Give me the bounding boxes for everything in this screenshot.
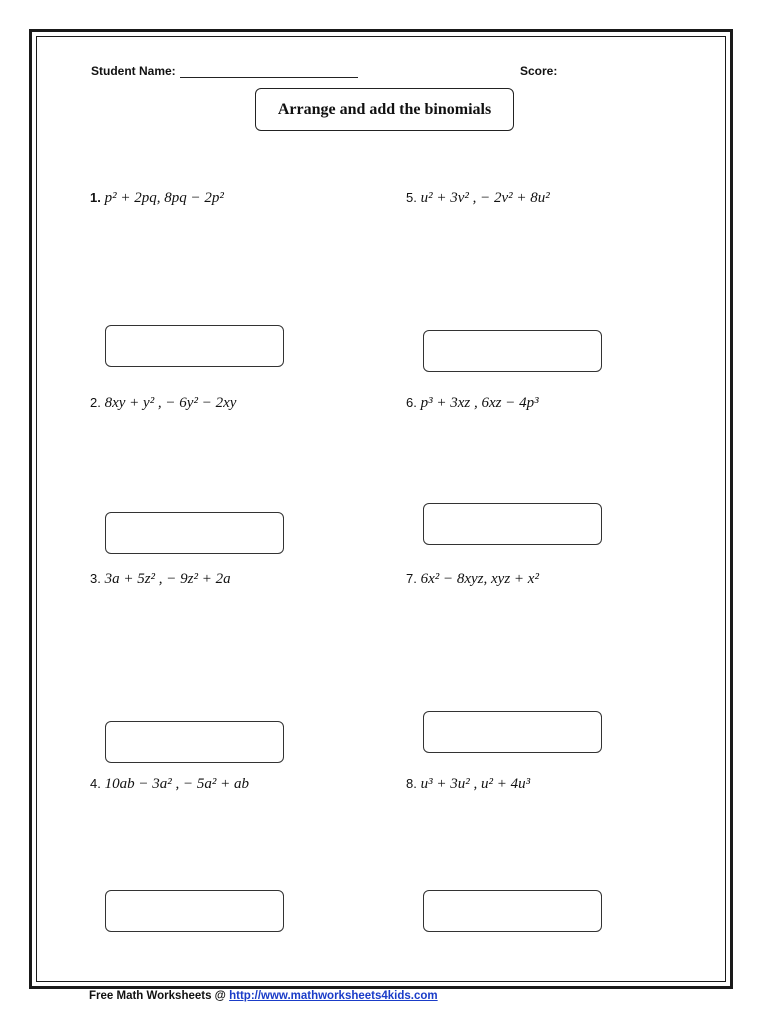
problem-7 bbox=[406, 570, 539, 588]
problem-2 bbox=[90, 394, 236, 412]
problem-expression: 3a + 5z² , − 9z² + 2a bbox=[104, 571, 231, 587]
student-name-label: Student Name: bbox=[91, 64, 176, 78]
problem-expression: u² + 3v² , − 2v² + 8u² bbox=[420, 190, 550, 206]
answer-box-5[interactable] bbox=[423, 330, 602, 372]
title-box bbox=[255, 88, 514, 131]
problem-3 bbox=[90, 570, 231, 588]
problem-expression: 10ab − 3a² , − 5a² + ab bbox=[104, 776, 249, 792]
problem-expression: 8xy + y² , − 6y² − 2xy bbox=[104, 395, 237, 411]
answer-box-6[interactable] bbox=[423, 503, 602, 545]
problem-expression: u³ + 3u² , u² + 4u³ bbox=[420, 776, 531, 792]
problem-number: 6. bbox=[406, 395, 417, 410]
problem-number: 8. bbox=[406, 776, 417, 791]
problem-expression: 6x² − 8xyz, xyz + x² bbox=[420, 571, 539, 587]
answer-box-1[interactable] bbox=[105, 325, 284, 367]
score-label: Score: bbox=[520, 64, 558, 78]
student-name-field[interactable] bbox=[180, 77, 358, 78]
footer bbox=[89, 990, 438, 1002]
footer-prefix: Free Math Worksheets @ bbox=[89, 990, 226, 1002]
answer-box-3[interactable] bbox=[105, 721, 284, 763]
problem-number: 1. bbox=[90, 190, 101, 205]
answer-box-2[interactable] bbox=[105, 512, 284, 554]
problem-8 bbox=[406, 775, 530, 793]
answer-box-4[interactable] bbox=[105, 890, 284, 932]
problem-6 bbox=[406, 394, 539, 412]
footer-link[interactable]: http://www.mathworksheets4kids.com bbox=[229, 990, 438, 1002]
problem-number: 5. bbox=[406, 190, 417, 205]
problem-expression: p³ + 3xz , 6xz − 4p³ bbox=[420, 395, 539, 411]
problem-expression: p² + 2pq, 8pq − 2p² bbox=[104, 190, 224, 206]
problem-4 bbox=[90, 775, 249, 793]
answer-box-7[interactable] bbox=[423, 711, 602, 753]
problem-1 bbox=[90, 189, 224, 207]
problem-number: 7. bbox=[406, 571, 417, 586]
problem-5 bbox=[406, 189, 550, 207]
answer-box-8[interactable] bbox=[423, 890, 602, 932]
worksheet-title: Arrange and add the binomials bbox=[277, 100, 492, 118]
problem-number: 2. bbox=[90, 395, 101, 410]
problem-number: 3. bbox=[90, 571, 101, 586]
problem-number: 4. bbox=[90, 776, 101, 791]
page-border-inner bbox=[36, 36, 726, 982]
